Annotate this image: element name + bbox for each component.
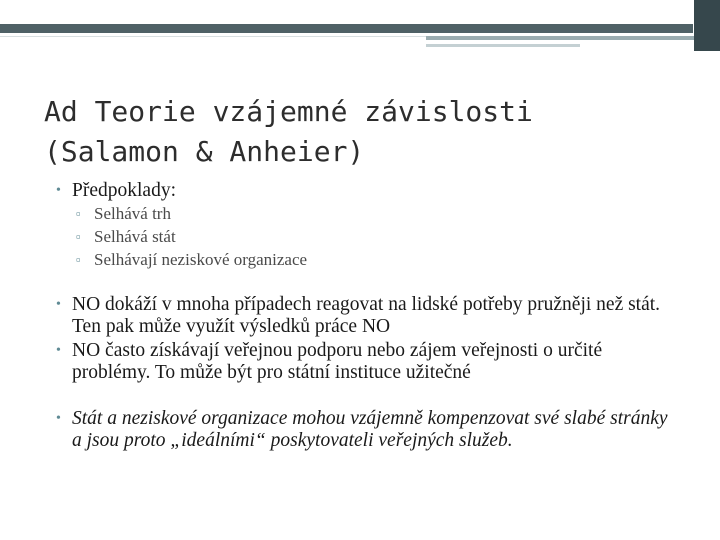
sub-marker: ▫ — [76, 252, 81, 267]
bullet-marker: • — [56, 183, 61, 198]
header-rule — [0, 36, 426, 37]
header-band — [0, 0, 720, 24]
sub-list — [76, 202, 307, 271]
bullet-marker: • — [56, 411, 61, 426]
sub-item-text: Selhává stát — [94, 227, 176, 246]
sub-item-text: Selhává trh — [94, 204, 171, 223]
bullet-compensation — [56, 408, 676, 452]
bullet-marker: • — [56, 343, 61, 358]
bullet-marker: • — [56, 297, 61, 312]
bullet-text: NO často získávají veřejnou podporu nebo zájem veřejnosti o určité problémy. To může být pro státní instituce užitečné — [72, 340, 603, 383]
title-line-2: (Salamon & Anheier) — [44, 135, 365, 168]
title-line-1: Ad Teorie vzájemné závislosti — [44, 95, 533, 128]
bullet-text: Předpoklady: — [72, 180, 176, 201]
bullet-assumptions — [56, 180, 696, 202]
sub-marker: ▫ — [76, 229, 81, 244]
slide-title — [44, 92, 684, 172]
bullet-flexibility — [56, 294, 676, 338]
accent-bar — [426, 36, 694, 40]
accent-bar-short — [426, 44, 580, 47]
bullet-public-support — [56, 340, 676, 384]
corner-decoration — [694, 0, 720, 51]
bullet-text: Stát a neziskové organizace mohou vzájemně kompenzovat své slabé stránky a jsou proto „ideálními“ poskytovateli veřejných služeb. — [72, 408, 668, 451]
sub-item-text: Selhávají neziskové organizace — [94, 250, 308, 269]
bullet-text: NO dokáží v mnoha případech reagovat na lidské potřeby pružněji než stát. Ten pak může využít výsledků práce NO — [72, 294, 661, 337]
sub-marker: ▫ — [76, 206, 81, 221]
header-bar — [0, 24, 693, 33]
sub-item-market — [76, 202, 307, 225]
sub-item-state — [76, 225, 307, 248]
sub-item-nonprofits — [76, 248, 307, 271]
